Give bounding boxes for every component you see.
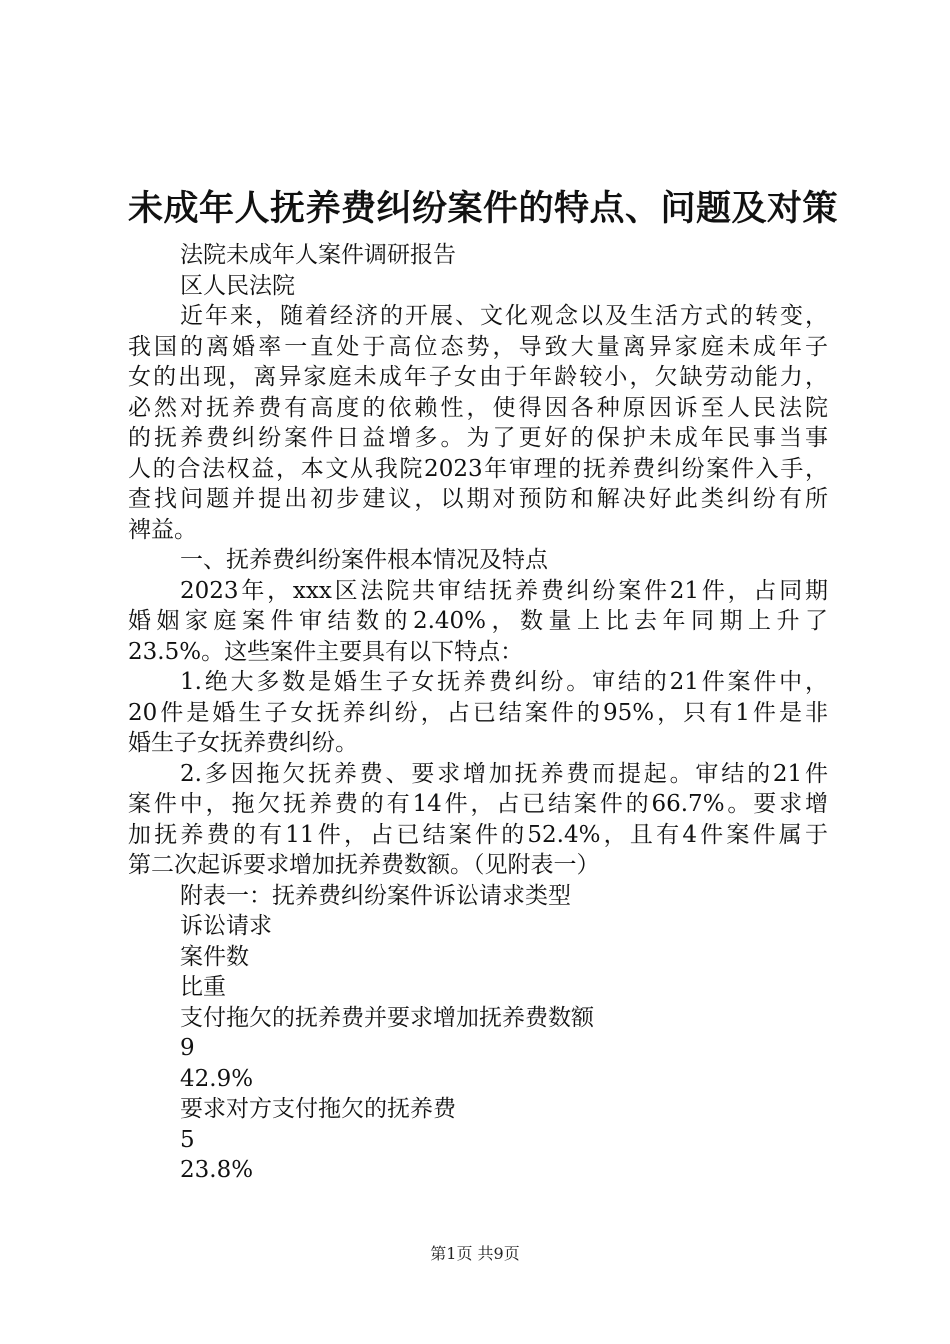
table-header-cell: 比重 [180,974,226,1000]
table-cell: 9 [180,1035,195,1061]
paragraph-line: 婚生子女抚养费纠纷。 [128,730,358,756]
paragraph-line: 近年来，随着经济的开展、文化观念以及生活方式的转变， [180,303,828,329]
table-cell: 支付拖欠的抚养费并要求增加抚养费数额 [180,1004,594,1031]
table-cell: 23.8% [180,1157,254,1183]
paragraph-line: 查找问题并提出初步建议，以期对预防和解决好此类纠纷有所 [128,486,828,512]
court-name-line: 区人民法院 [180,272,295,299]
paragraph-line: 第二次起诉要求增加抚养费数额。（见附表一） [128,852,600,878]
subtitle-line: 法院未成年人案件调研报告 [180,242,456,268]
paragraph-line: 2.多因拖欠抚养费、要求增加抚养费而提起。审结的21件 [180,760,828,787]
paragraph-line: 20件是婚生子女抚养纠纷，占已结案件的95%，只有1件是非 [128,699,828,726]
paragraph-line: 23.5%。这些案件主要具有以下特点： [128,638,524,665]
table-caption: 附表一：抚养费纠纷案件诉讼请求类型 [180,882,571,909]
table-header-cell: 诉讼请求 [180,913,272,939]
table-cell: 42.9% [180,1065,254,1092]
paragraph-line: 必然对抚养费有高度的依赖性，使得因各种原因诉至人民法院 [128,394,828,421]
table-cell: 要求对方支付拖欠的抚养费 [180,1096,456,1122]
paragraph-line: 1.绝大多数是婚生子女抚养费纠纷。审结的21件案件中， [180,669,828,695]
paragraph-line: 2023年，xxx区法院共审结抚养费纠纷案件21件，占同期 [180,577,828,604]
paragraph-line: 婚姻家庭案件审结数的2.40%，数量上比去年同期上升了 [128,608,828,634]
paragraph-line: 人的合法权益，本文从我院2023年审理的抚养费纠纷案件入手， [128,455,828,482]
paragraph-line: 案件中，拖欠抚养费的有14件，占已结案件的66.7%。要求增 [128,791,828,817]
paragraph-line: 我国的离婚率一直处于高位态势，导致大量离异家庭未成年子 [128,333,828,360]
table-header-cell: 案件数 [180,943,249,970]
paragraph-line: 的抚养费纠纷案件日益增多。为了更好的保护未成年民事当事 [128,425,828,451]
section-heading: 一、抚养费纠纷案件根本情况及特点 [180,547,548,573]
paragraph-line: 裨益。 [128,516,197,543]
table-cell: 5 [180,1126,195,1153]
document-title: 未成年人抚养费纠纷案件的特点、问题及对策 [128,189,839,229]
page-footer: 第1页 共9页 [430,1244,520,1263]
paragraph-line: 加抚养费的有11件，占已结案件的52.4%，且有4件案件属于 [128,821,828,848]
document-body [128,240,828,1186]
paragraph-line: 女的出现，离异家庭未成年子女由于年龄较小，欠缺劳动能力， [128,364,828,390]
